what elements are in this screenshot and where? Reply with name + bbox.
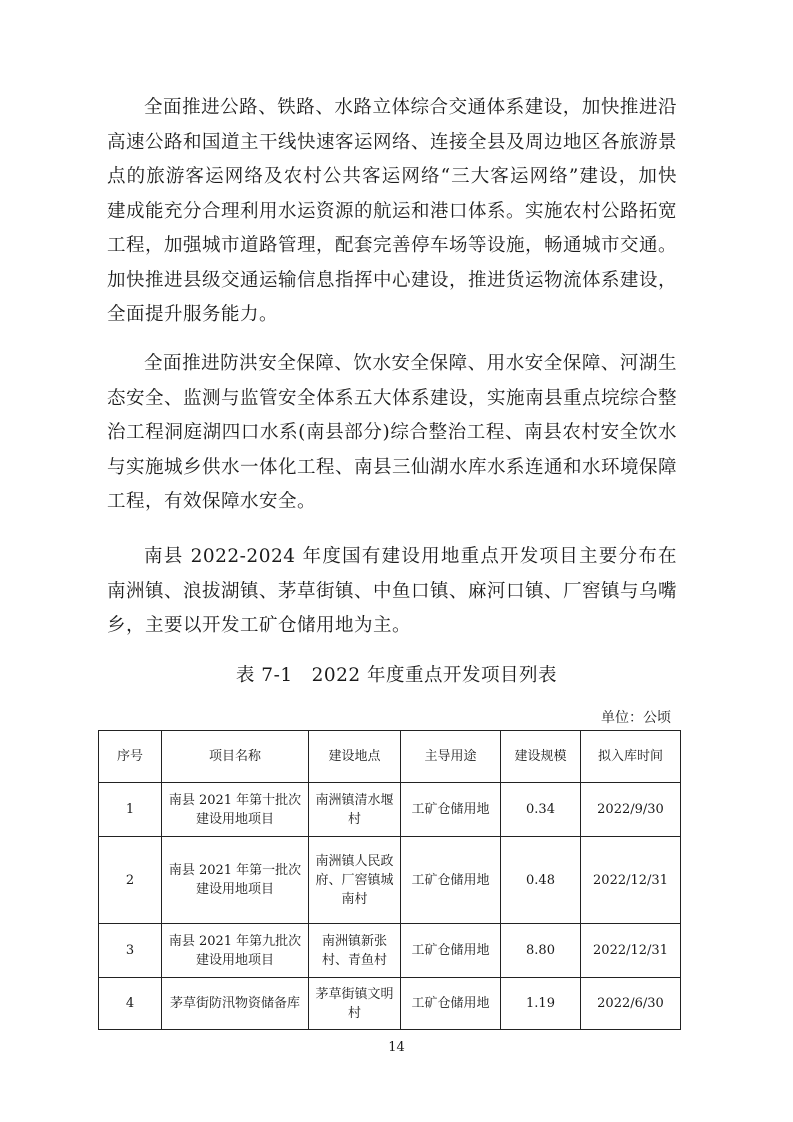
cell-project-name: 茅草街防汛物资储备库 [162, 978, 309, 1030]
page-number: 14 [388, 1040, 405, 1055]
table-row [99, 837, 681, 924]
paragraph-water-security: 全面推进防洪安全保障、饮水安全保障、用水安全保障、河湖生态安全、监测与监管安全体系五大体系建设，实施南县重点垸综合整治工程洞庭湖四口水系(南县部分)综合整治工程、南县农村安全饮水与实施城乡供水一体化工程、南县三仙湖水库水系连通和水环境保障工程，有效保障水安全。 [107, 353, 678, 512]
cell-main-use: 工矿仓储用地 [401, 924, 501, 978]
header-scale: 建设规模 [501, 731, 581, 783]
paragraph-transport: 全面推进公路、铁路、水路立体综合交通体系建设，加快推进沿高速公路和国道主干线快速客运网络、连接全县及周边地区各旅游景点的旅游客运网络及农村公共客运网络“三大客运网络”建设，加快建成能充分合理利用水运资源的航运和港口体系。实施农村公路拓宽工程，加强城市道路管理，配套完善停车场等设施，畅通城市交通。加快推进县级交通运输信息指挥中心建设，推进货运物流体系建设，全面提升服务能力。 [107, 97, 678, 325]
table-row [99, 924, 681, 978]
development-projects-table [98, 730, 681, 1030]
cell-location: 南洲镇清水堰村 [309, 783, 401, 837]
cell-main-use: 工矿仓储用地 [401, 837, 501, 924]
unit-label: 单位：公顷 [601, 710, 671, 726]
cell-main-use: 工矿仓储用地 [401, 783, 501, 837]
header-project-name: 项目名称 [162, 731, 309, 783]
cell-storage-time: 2022/9/30 [581, 783, 681, 837]
cell-scale: 0.48 [501, 837, 581, 924]
cell-main-use: 工矿仓储用地 [401, 978, 501, 1030]
cell-project-name: 南县 2021 年第十批次建设用地项目 [162, 783, 309, 837]
cell-scale: 8.80 [501, 924, 581, 978]
header-index: 序号 [99, 731, 162, 783]
cell-index: 4 [99, 978, 162, 1030]
cell-index: 1 [99, 783, 162, 837]
cell-location: 南洲镇新张村、青鱼村 [309, 924, 401, 978]
cell-storage-time: 2022/6/30 [581, 978, 681, 1030]
cell-location: 茅草街镇文明村 [309, 978, 401, 1030]
table-header-row [99, 731, 681, 783]
cell-project-name: 南县 2021 年第一批次建设用地项目 [162, 837, 309, 924]
cell-storage-time: 2022/12/31 [581, 924, 681, 978]
table-caption: 表 7-1 2022 年度重点开发项目列表 [235, 665, 558, 686]
header-storage-time: 拟入库时间 [581, 731, 681, 783]
cell-scale: 1.19 [501, 978, 581, 1030]
table-row [99, 783, 681, 837]
cell-project-name: 南县 2021 年第九批次建设用地项目 [162, 924, 309, 978]
cell-location: 南洲镇人民政府、厂窖镇城南村 [309, 837, 401, 924]
header-main-use: 主导用途 [401, 731, 501, 783]
cell-index: 3 [99, 924, 162, 978]
table-row [99, 978, 681, 1030]
cell-storage-time: 2022/12/31 [581, 837, 681, 924]
cell-scale: 0.34 [501, 783, 581, 837]
header-location: 建设地点 [309, 731, 401, 783]
paragraph-land-development: 南县 2022-2024 年度国有建设用地重点开发项目主要分布在南洲镇、浪拔湖镇、茅草街镇、中鱼口镇、麻河口镇、厂窖镇与乌嘴乡，主要以开发工矿仓储用地为主。 [107, 546, 678, 636]
cell-index: 2 [99, 837, 162, 924]
